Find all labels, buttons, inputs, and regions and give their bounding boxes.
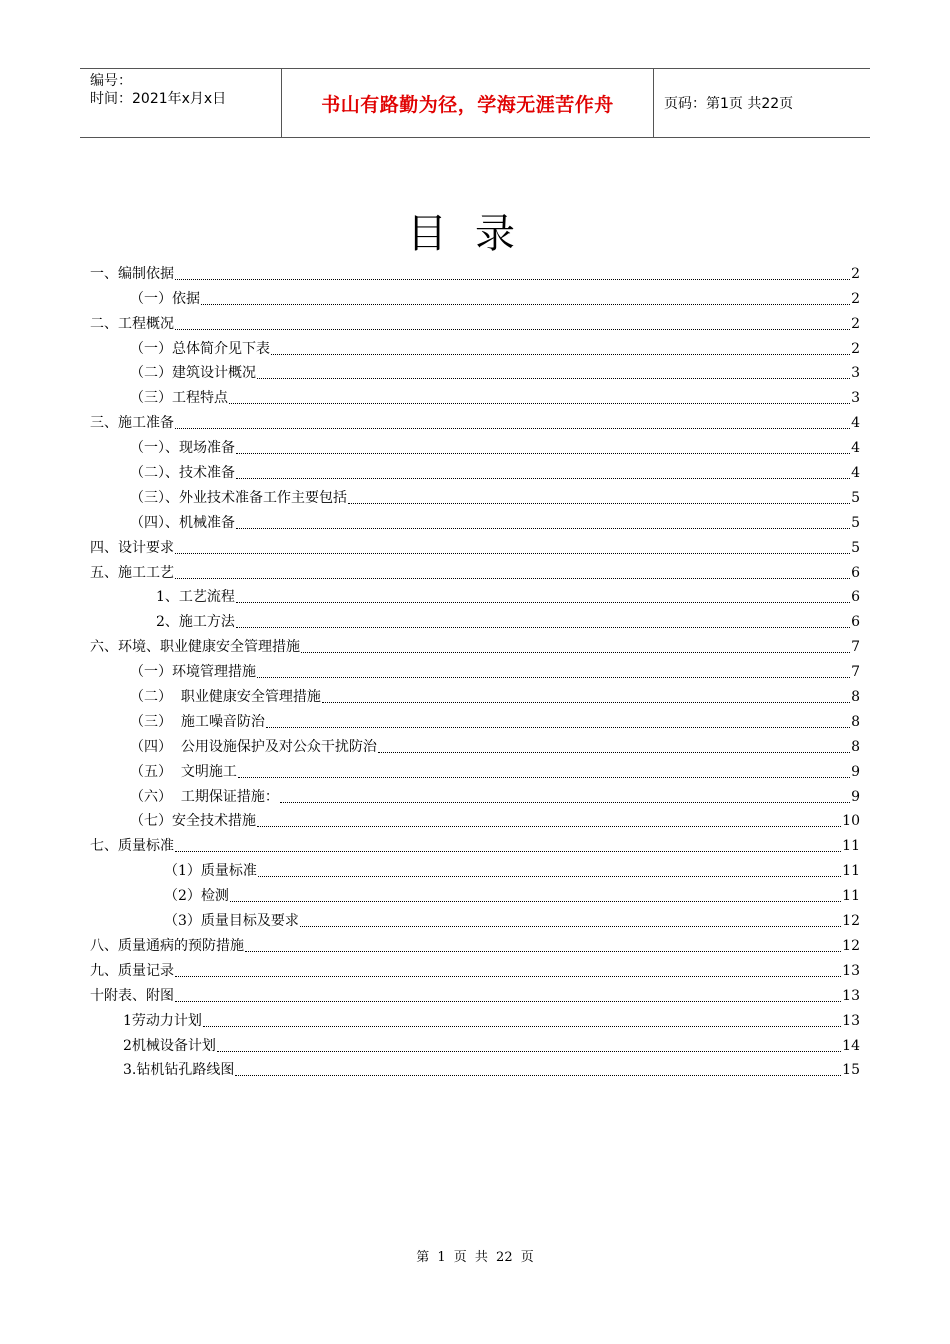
toc-entry-page: 6 <box>851 614 860 631</box>
toc-entry-label: （三）工程特点 <box>130 390 228 407</box>
toc-dot-leader <box>217 1051 841 1052</box>
toc-entry-label: （一）依据 <box>130 290 200 307</box>
toc-entry-label: 1劳动力计划 <box>123 1012 202 1029</box>
toc-entry[interactable] <box>90 955 860 980</box>
toc-dot-leader <box>175 851 841 852</box>
toc-entry[interactable] <box>90 507 860 532</box>
toc-dot-leader <box>245 951 841 952</box>
toc-dot-leader <box>236 627 850 628</box>
toc-entry-page: 8 <box>851 738 860 755</box>
toc-dot-leader <box>348 503 850 504</box>
toc-entry-page: 2 <box>851 315 860 332</box>
toc-entry-page: 6 <box>851 589 860 606</box>
toc-entry-page: 12 <box>842 913 860 930</box>
toc-entry-label: （四）、机械准备 <box>130 514 235 531</box>
toc-dot-leader <box>175 279 850 280</box>
toc-entry[interactable] <box>90 855 860 880</box>
toc-entry[interactable] <box>90 557 860 582</box>
toc-dot-leader <box>175 553 850 554</box>
toc-entry-label: （三） 施工噪音防治 <box>130 713 265 730</box>
toc-title: 目录 <box>407 211 543 257</box>
toc-entry[interactable] <box>90 582 860 607</box>
toc-dot-leader <box>280 802 850 803</box>
toc-entry[interactable] <box>90 905 860 930</box>
toc-entry-page: 13 <box>842 962 860 979</box>
toc-entry[interactable] <box>90 980 860 1005</box>
toc-dot-leader <box>229 403 850 404</box>
toc-entry[interactable] <box>90 532 860 557</box>
toc-dot-leader <box>236 602 850 603</box>
toc-dot-leader <box>236 478 850 479</box>
toc-entry[interactable] <box>90 930 860 955</box>
toc-entry[interactable] <box>90 731 860 756</box>
toc-entry-page: 12 <box>842 937 860 954</box>
toc-entry[interactable] <box>90 830 860 855</box>
toc-entry-page: 10 <box>842 813 860 830</box>
toc-dot-leader <box>257 378 850 379</box>
toc-entry-page: 11 <box>842 838 860 855</box>
toc-entry[interactable] <box>90 333 860 358</box>
toc-entry-label: （一）、现场准备 <box>130 440 235 457</box>
toc-entry[interactable] <box>90 706 860 731</box>
toc-entry-page: 4 <box>851 415 860 432</box>
toc-dot-leader <box>322 702 850 703</box>
toc-entry-page: 15 <box>842 1062 860 1079</box>
toc-dot-leader <box>175 1001 841 1002</box>
toc-entry-label: （3）质量目标及要求 <box>164 913 299 930</box>
toc-entry[interactable] <box>90 432 860 457</box>
toc-entry-label: （四） 公用设施保护及对公众干扰防治 <box>130 738 377 755</box>
toc-entry-page: 13 <box>842 1012 860 1029</box>
toc-dot-leader <box>378 752 850 753</box>
toc-entry[interactable] <box>90 756 860 781</box>
toc-entry-label: （2）检测 <box>164 888 229 905</box>
toc-entry-page: 2 <box>851 290 860 307</box>
toc-entry[interactable] <box>90 1055 860 1080</box>
toc-entry[interactable] <box>90 283 860 308</box>
toc-entry-page: 7 <box>851 639 860 656</box>
toc-entry-page: 3 <box>851 390 860 407</box>
toc-entry-label: （五） 文明施工 <box>130 763 237 780</box>
toc-entry-page: 3 <box>851 365 860 382</box>
toc-entry-label: 3.钻机钻孔路线图 <box>123 1062 235 1079</box>
toc-entry-label: （一）环境管理措施 <box>130 664 256 681</box>
toc-entry[interactable] <box>90 358 860 383</box>
toc-entry-page: 7 <box>851 664 860 681</box>
toc-dot-leader <box>201 304 850 305</box>
toc-entry-label: （1）质量标准 <box>164 863 257 880</box>
toc-dot-leader <box>271 354 850 355</box>
toc-entry-label: 2、施工方法 <box>156 614 235 631</box>
header-meta <box>80 69 282 137</box>
toc-dot-leader <box>257 677 850 678</box>
toc-dot-leader <box>258 876 841 877</box>
toc-dot-leader <box>257 826 841 827</box>
toc-dot-leader <box>175 428 850 429</box>
toc-entry-label: 1、工艺流程 <box>156 589 235 606</box>
toc-entry[interactable] <box>90 407 860 432</box>
toc-entry-label: 四、设计要求 <box>90 539 174 556</box>
toc-entry-label: （六） 工期保证措施： <box>130 788 279 805</box>
toc-dot-leader <box>235 1075 841 1076</box>
page-footer: 第 1 页 共 22 页 <box>416 1250 534 1265</box>
toc-entry[interactable] <box>90 606 860 631</box>
toc-entry[interactable] <box>90 631 860 656</box>
toc-entry-page: 11 <box>842 888 860 905</box>
toc-entry-label: （一）总体简介见下表 <box>130 340 270 357</box>
toc-entry[interactable] <box>90 308 860 333</box>
toc-entry-label: 五、施工工艺 <box>90 564 174 581</box>
toc-entry-page: 9 <box>851 788 860 805</box>
toc-entry-label: 二、工程概况 <box>90 315 174 332</box>
toc-entry[interactable] <box>90 656 860 681</box>
toc-dot-leader <box>236 528 850 529</box>
toc-entry[interactable] <box>90 806 860 831</box>
toc-entry-page: 6 <box>851 564 860 581</box>
toc-entry[interactable] <box>90 781 860 806</box>
toc-entry[interactable] <box>90 457 860 482</box>
toc-entry[interactable] <box>90 1030 860 1055</box>
toc-entry[interactable] <box>90 258 860 283</box>
toc-entry-page: 2 <box>851 340 860 357</box>
toc-entry-label: （二） 职业健康安全管理措施 <box>130 689 321 706</box>
toc-entry-page: 14 <box>842 1037 860 1054</box>
toc-dot-leader <box>266 727 850 728</box>
toc-entry-page: 4 <box>851 465 860 482</box>
toc-entry[interactable] <box>90 382 860 407</box>
toc-entry[interactable] <box>90 681 860 706</box>
toc-entry-label: （二）、技术准备 <box>130 465 235 482</box>
toc-entry-page: 2 <box>851 265 860 282</box>
toc-entry-label: 三、施工准备 <box>90 415 174 432</box>
toc-entry[interactable] <box>90 880 860 905</box>
toc-entry-label: （七）安全技术措施 <box>130 813 256 830</box>
toc-entry-page: 8 <box>851 689 860 706</box>
header-page-info: 页码：第1页 共22页 <box>664 96 794 112</box>
toc-entry-page: 5 <box>851 514 860 531</box>
toc-entry[interactable] <box>90 482 860 507</box>
toc-entry-label: 十附表、附图 <box>90 987 174 1004</box>
toc-entry-label: 七、质量标准 <box>90 838 174 855</box>
toc-dot-leader <box>238 777 850 778</box>
toc-dot-leader <box>175 976 841 977</box>
toc-entry-label: （三）、外业技术准备工作主要包括 <box>130 489 347 506</box>
toc-dot-leader <box>230 901 841 902</box>
toc-dot-leader <box>175 329 850 330</box>
toc-entry[interactable] <box>90 1005 860 1030</box>
toc-dot-leader <box>175 578 850 579</box>
toc-entry-page: 4 <box>851 440 860 457</box>
toc-entry-label: （二）建筑设计概况 <box>130 365 256 382</box>
toc-entry-page: 9 <box>851 763 860 780</box>
toc-dot-leader <box>301 652 850 653</box>
toc-entry-page: 11 <box>842 863 860 880</box>
toc-entry-page: 5 <box>851 489 860 506</box>
toc-entry-page: 13 <box>842 987 860 1004</box>
header-number: 编号： <box>90 73 132 89</box>
toc-dot-leader <box>300 926 841 927</box>
table-of-contents <box>90 258 860 1079</box>
toc-dot-leader <box>203 1026 841 1027</box>
toc-entry-page: 8 <box>851 713 860 730</box>
toc-entry-label: 六、环境、职业健康安全管理措施 <box>90 639 300 656</box>
toc-entry-label: 一、编制依据 <box>90 265 174 282</box>
header-motto: 书山有路勤为径，学海无涯苦作舟 <box>282 69 654 137</box>
header-time: 时间：2021年x月x日 <box>90 91 227 107</box>
toc-entry-label: 八、质量通病的预防措施 <box>90 937 244 954</box>
toc-entry-page: 5 <box>851 539 860 556</box>
page-header <box>80 68 870 138</box>
toc-entry-label: 九、质量记录 <box>90 962 174 979</box>
toc-dot-leader <box>236 453 850 454</box>
toc-entry-label: 2机械设备计划 <box>123 1037 216 1054</box>
